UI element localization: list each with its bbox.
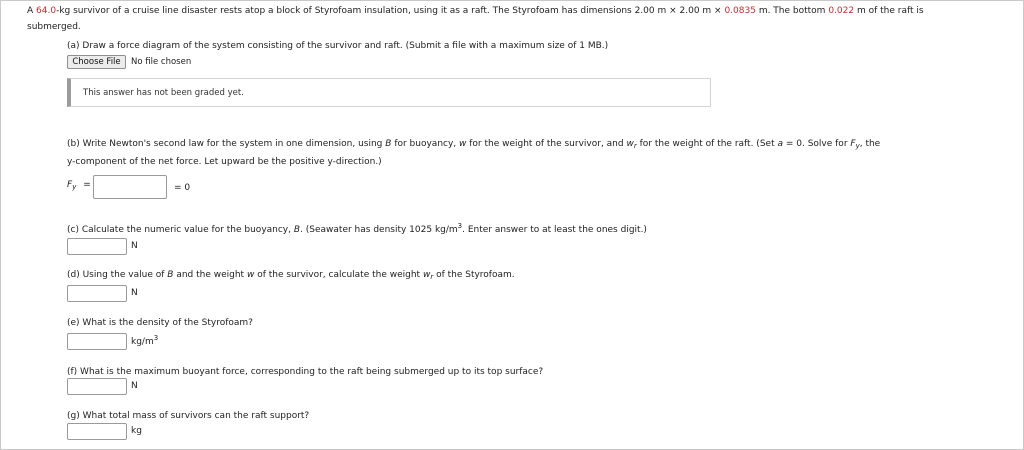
buoyancy-input[interactable] [67,238,127,255]
problem-text: m of the raft is [854,6,924,16]
var-wr: w [626,139,634,149]
problem-statement [27,6,924,16]
total-mass-input[interactable] [67,423,127,440]
part-b-text: for buoyancy, [391,139,460,149]
part-b-text: = 0. Solve for [782,139,851,149]
part-b-prompt-line2: y-component of the net force. Let upward be the positive y-direction.) [67,157,382,167]
unit-density [131,334,159,347]
problem-text: -kg survivor of a cruise line disaster rests atop a block of Styrofoam insulation, using it as a raft. The Styrofoam has dimensions 2.00 m × 2.00 m × [56,6,725,16]
choose-file-button[interactable]: Choose File [67,55,126,69]
thickness-value: 0.0835 [724,6,756,16]
var-wr-subscript: r [430,273,434,281]
part-b-text: (b) Write Newton's second law for the system in one dimension, using [67,139,386,149]
part-f-prompt: (f) What is the maximum buoyant force, corresponding to the raft being submerged up to its top surface? [67,367,544,377]
part-g-prompt: (g) What total mass of survivors can the raft support? [67,411,310,421]
grading-status-box [67,78,711,107]
var-Fy: F [850,139,856,149]
eq-equals: = [83,180,91,190]
part-b-text: for the weight of the survivor, and [466,139,627,149]
part-a-prompt: (a) Draw a force diagram of the system consisting of the survivor and raft. (Submit a file with a maximum size of 1 MB.) [67,41,609,51]
unit-newtons: N [131,241,138,251]
eq-F-subscript: y [72,183,77,191]
unit-kg-per-m: kg/m [131,337,154,347]
problem-text-line2: submerged. [27,22,81,32]
unit-kilograms: kg [131,426,142,436]
part-b-eq-label [67,180,91,190]
part-d-text: of the Styrofoam. [433,270,515,280]
problem-text: A [27,6,37,16]
part-d-text: and the weight [173,270,247,280]
part-c-text: . (Seawater has density 1025 kg/m [300,225,458,235]
part-d-text: of the survivor, calculate the weight [254,270,423,280]
part-c-prompt [67,222,647,235]
var-Fy-subscript: y [855,142,860,150]
unit-newtons: N [131,288,138,298]
part-c-text: (c) Calculate the numeric value for the buoyancy, [67,225,294,235]
part-b-prompt [67,139,880,149]
var-w: w [459,139,467,149]
var-w: w [246,270,255,280]
max-buoyant-force-input[interactable] [67,378,127,395]
unit-newtons: N [131,381,138,391]
part-d-prompt [67,270,515,280]
raft-weight-input[interactable] [67,285,127,302]
part-e-prompt: (e) What is the density of the Styrofoam? [67,318,253,328]
var-wr-subscript: r [633,142,637,150]
superscript-3: 3 [153,334,159,342]
eq-rhs: = 0 [174,183,191,193]
var-B: B [167,270,174,280]
mass-value: 64.0 [36,6,57,16]
part-c-text: . Enter answer to at least the ones digit.) [462,225,647,235]
problem-text: m. The bottom [755,6,829,16]
submerged-depth-value: 0.022 [828,6,855,16]
part-b-text: for the weight of the raft. (Set [636,139,778,149]
var-B: B [385,139,392,149]
var-B: B [293,225,301,235]
superscript-3: 3 [457,222,463,230]
var-wr: w [422,270,431,280]
eq-F: F [67,180,73,190]
part-d-text: (d) Using the value of [67,270,168,280]
var-a: a [777,139,783,149]
grading-status-text: This answer has not been graded yet. [83,88,244,98]
fy-expression-input[interactable] [93,175,167,199]
no-file-chosen-text: No file chosen [131,57,192,67]
density-input[interactable] [67,333,127,350]
part-b-text: , the [859,139,881,149]
